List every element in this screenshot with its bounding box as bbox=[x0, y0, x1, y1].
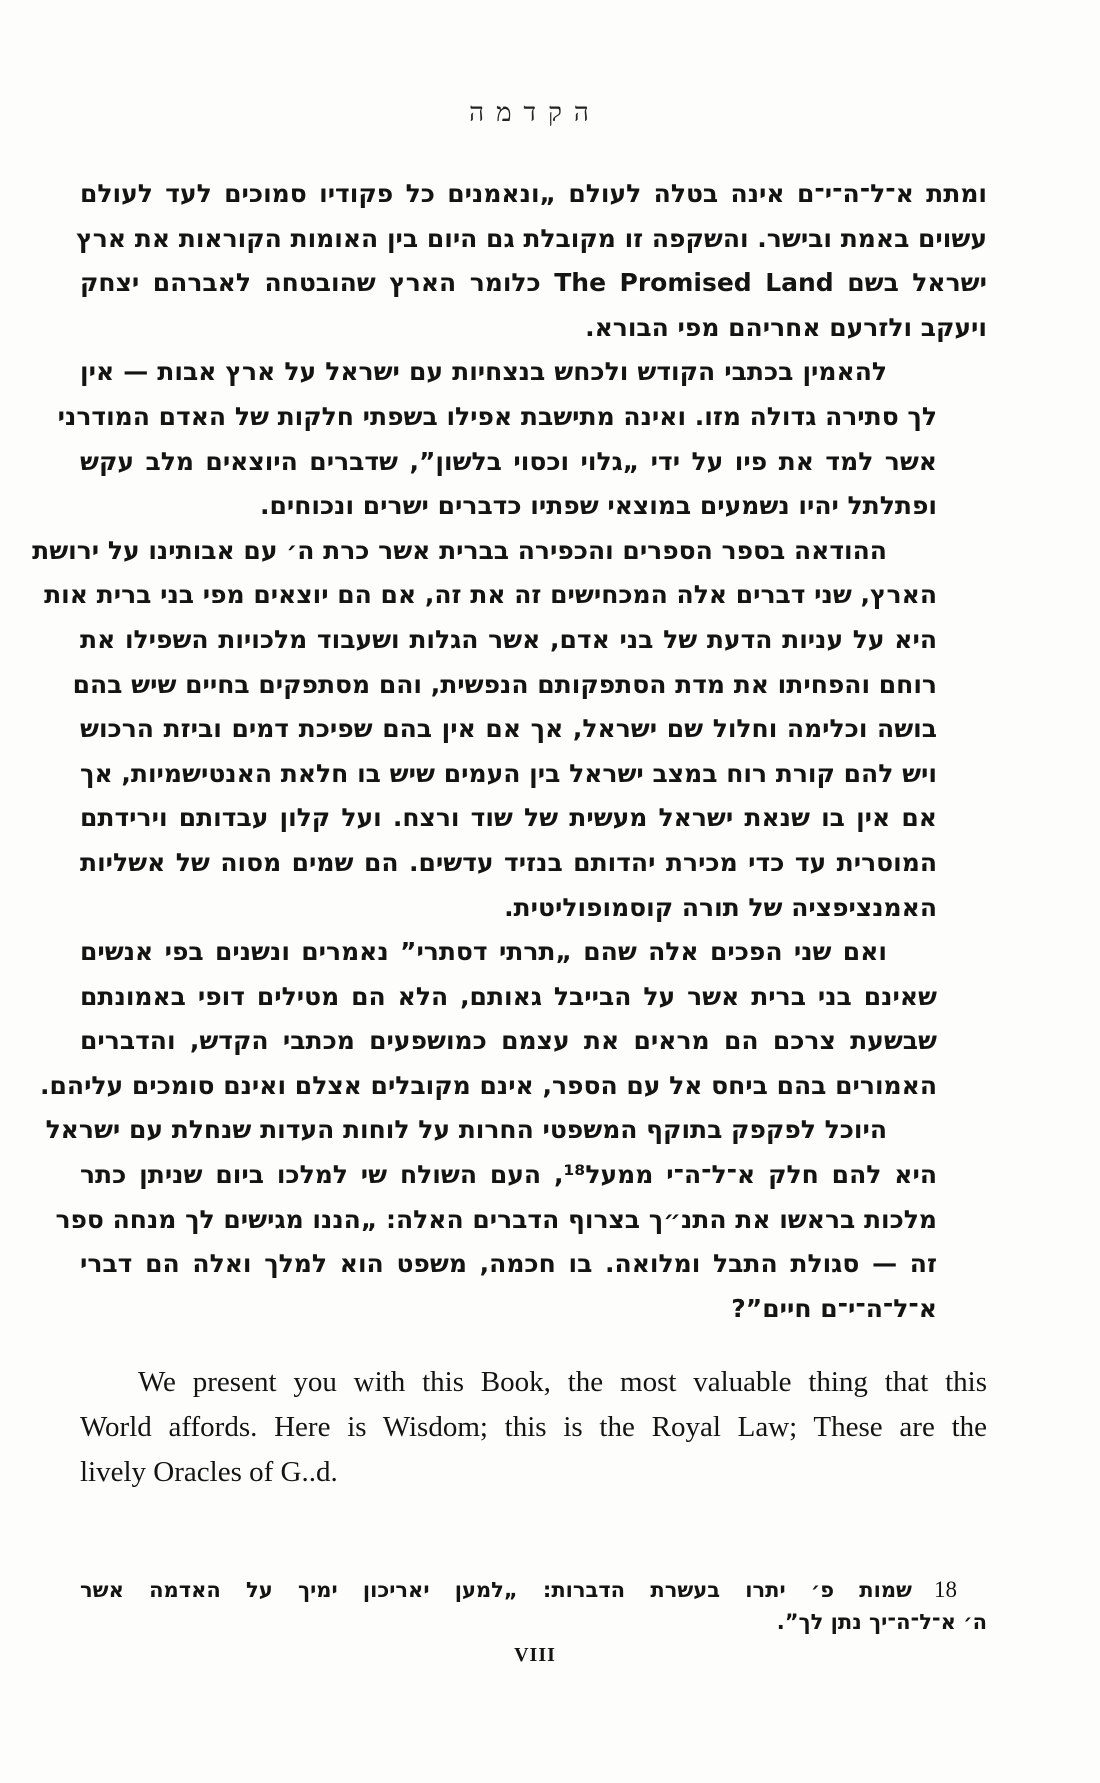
quote-line: World affords. Here is Wisdom; this is the Royal Law; These are the bbox=[80, 1411, 987, 1443]
text-line: שבשעת צרכם הם מראים את עצמם כמושפעים מכתבי הקדש, והדברים bbox=[80, 1026, 937, 1056]
text-line: לך סתירה גדולה מזו. ואינה מתישבת אפילו בשפתי חלקות של האדם המודרני bbox=[57, 401, 937, 431]
text-line: האמורים בהם ביחס אל עם הספר, אינם מקובלים אצלם ואינם סומכים עליהם. bbox=[39, 1070, 937, 1100]
text-line: האמנציפציה של תורה קוסמופוליטית. bbox=[504, 892, 937, 922]
text-line: ויש להם קורת רוח במצב ישראל בין העמים שיש בו חלאת האנטישמיות, אך bbox=[80, 758, 937, 788]
text-line: א־ל־ה־י־ם חיים”? bbox=[731, 1293, 937, 1323]
hebrew-body-text bbox=[32, 172, 988, 1331]
page-number: VIII bbox=[514, 1644, 556, 1666]
text-line: ההודאה בספר הספרים והכפירה בברית אשר כרת ה׳ עם אבותינו על ירושת bbox=[32, 535, 887, 565]
text-line: המוסרית עד כדי מכירת יהדותם בנזיד עדשים. הם שמים מסוה של אשליות bbox=[80, 847, 937, 877]
text-line: היא להם חלק א־ל־ה־י ממעל¹⁸, העם השולח שי למלכו ביום שניתן כתר bbox=[80, 1160, 937, 1190]
text-line: ואם שני הפכים אלה שהם „תרתי דסתרי” נאמרים ונשנים בפי אנשים bbox=[80, 937, 887, 967]
text-line: עשוים באמת ובישר. והשקפה זו מקובלת גם היום בין האומות הקוראות את ארץ bbox=[76, 223, 987, 253]
footnote bbox=[80, 1574, 987, 1638]
text-line: ופתלתל יהיו נשמעים במוצאי שפתיו כדברים ישרים ונכוחים. bbox=[259, 491, 937, 521]
paragraph-2 bbox=[57, 350, 987, 528]
paragraph-4 bbox=[39, 930, 987, 1108]
text-line: מלכות בראשו את התנ״ך בצרוף הדברים האלה: „הננו מגישים לך מנחה ספר bbox=[55, 1204, 937, 1234]
text-line: בושה וכלימה וחלול שם ישראל, אך אם אין בהם שפיכת דמים וביזת הרכוש bbox=[80, 714, 937, 744]
english-quote bbox=[80, 1360, 987, 1495]
text-line: אשר למד את פיו על ידי „גלוי וכסוי בלשון”, שדברים היוצאים מלב עקש bbox=[80, 446, 937, 476]
footnote-text: שמות פ׳ יתרו בעשרת הדברות: „למען יאריכון ימיך על האדמה אשר bbox=[80, 1578, 912, 1602]
page-title: הקדמה bbox=[469, 98, 601, 128]
footnote-number: 18 bbox=[934, 1577, 957, 1602]
text-line: זה — סגולת התבל ומלואה. בו חכמה, משפט הוא למלך ואלה הם דברי bbox=[80, 1249, 937, 1279]
text-line: שאינם בני ברית אשר על הבייבל גאותם, הלא הם מטילים דופי באמונתם bbox=[80, 981, 937, 1011]
quote-line: lively Oracles of G..d. bbox=[80, 1456, 338, 1488]
text-line: היא על עניות הדעת של בני אדם, אשר הגלות ושעבוד מלכויות השפילו את bbox=[80, 624, 937, 654]
text-line: להאמין בכתבי הקודש ולכחש בנצחיות עם ישראל על ארץ אבות — אין bbox=[80, 357, 887, 387]
text-line: היוכל לפקפק בתוקף המשפטי החרות על לוחות העדות שנחלת עם ישראל bbox=[45, 1115, 887, 1145]
text-line: אם אין בו שנאת ישראל מעשית של שוד ורצח. ועל קלון עבדותם וירידתם bbox=[80, 803, 937, 833]
footnote-line bbox=[80, 1574, 987, 1606]
footnote-line: ה׳ א־ל־ה־יך נתן לך”. bbox=[776, 1610, 987, 1634]
text-line: ישראל בשם The Promised Land כלומר הארץ שהובטחה לאברהם יצחק bbox=[80, 268, 988, 298]
text-line: הארץ, שני דברים אלה המכחישים זה את זה, אם הם יוצאים מפי בני ברית אות bbox=[44, 580, 937, 610]
paragraph-5 bbox=[45, 1108, 987, 1331]
quote-line: We present you with this Book, the most valuable thing that this bbox=[138, 1366, 987, 1398]
text-line: רוחם והפחיתו את מדת הסתפקותם הנפשית, והם מסתפקים בחיים שיש בהם bbox=[72, 669, 937, 699]
text-line: ויעקב ולזרעם אחריהם מפי הבורא. bbox=[585, 312, 987, 342]
paragraph-3 bbox=[32, 529, 987, 930]
paragraph-1 bbox=[76, 172, 988, 350]
text-line: ומתת א־ל־ה־י־ם אינה בטלה לעולם „ונאמנים כל פקודיו סמוכים לעד לעולם bbox=[80, 179, 987, 208]
